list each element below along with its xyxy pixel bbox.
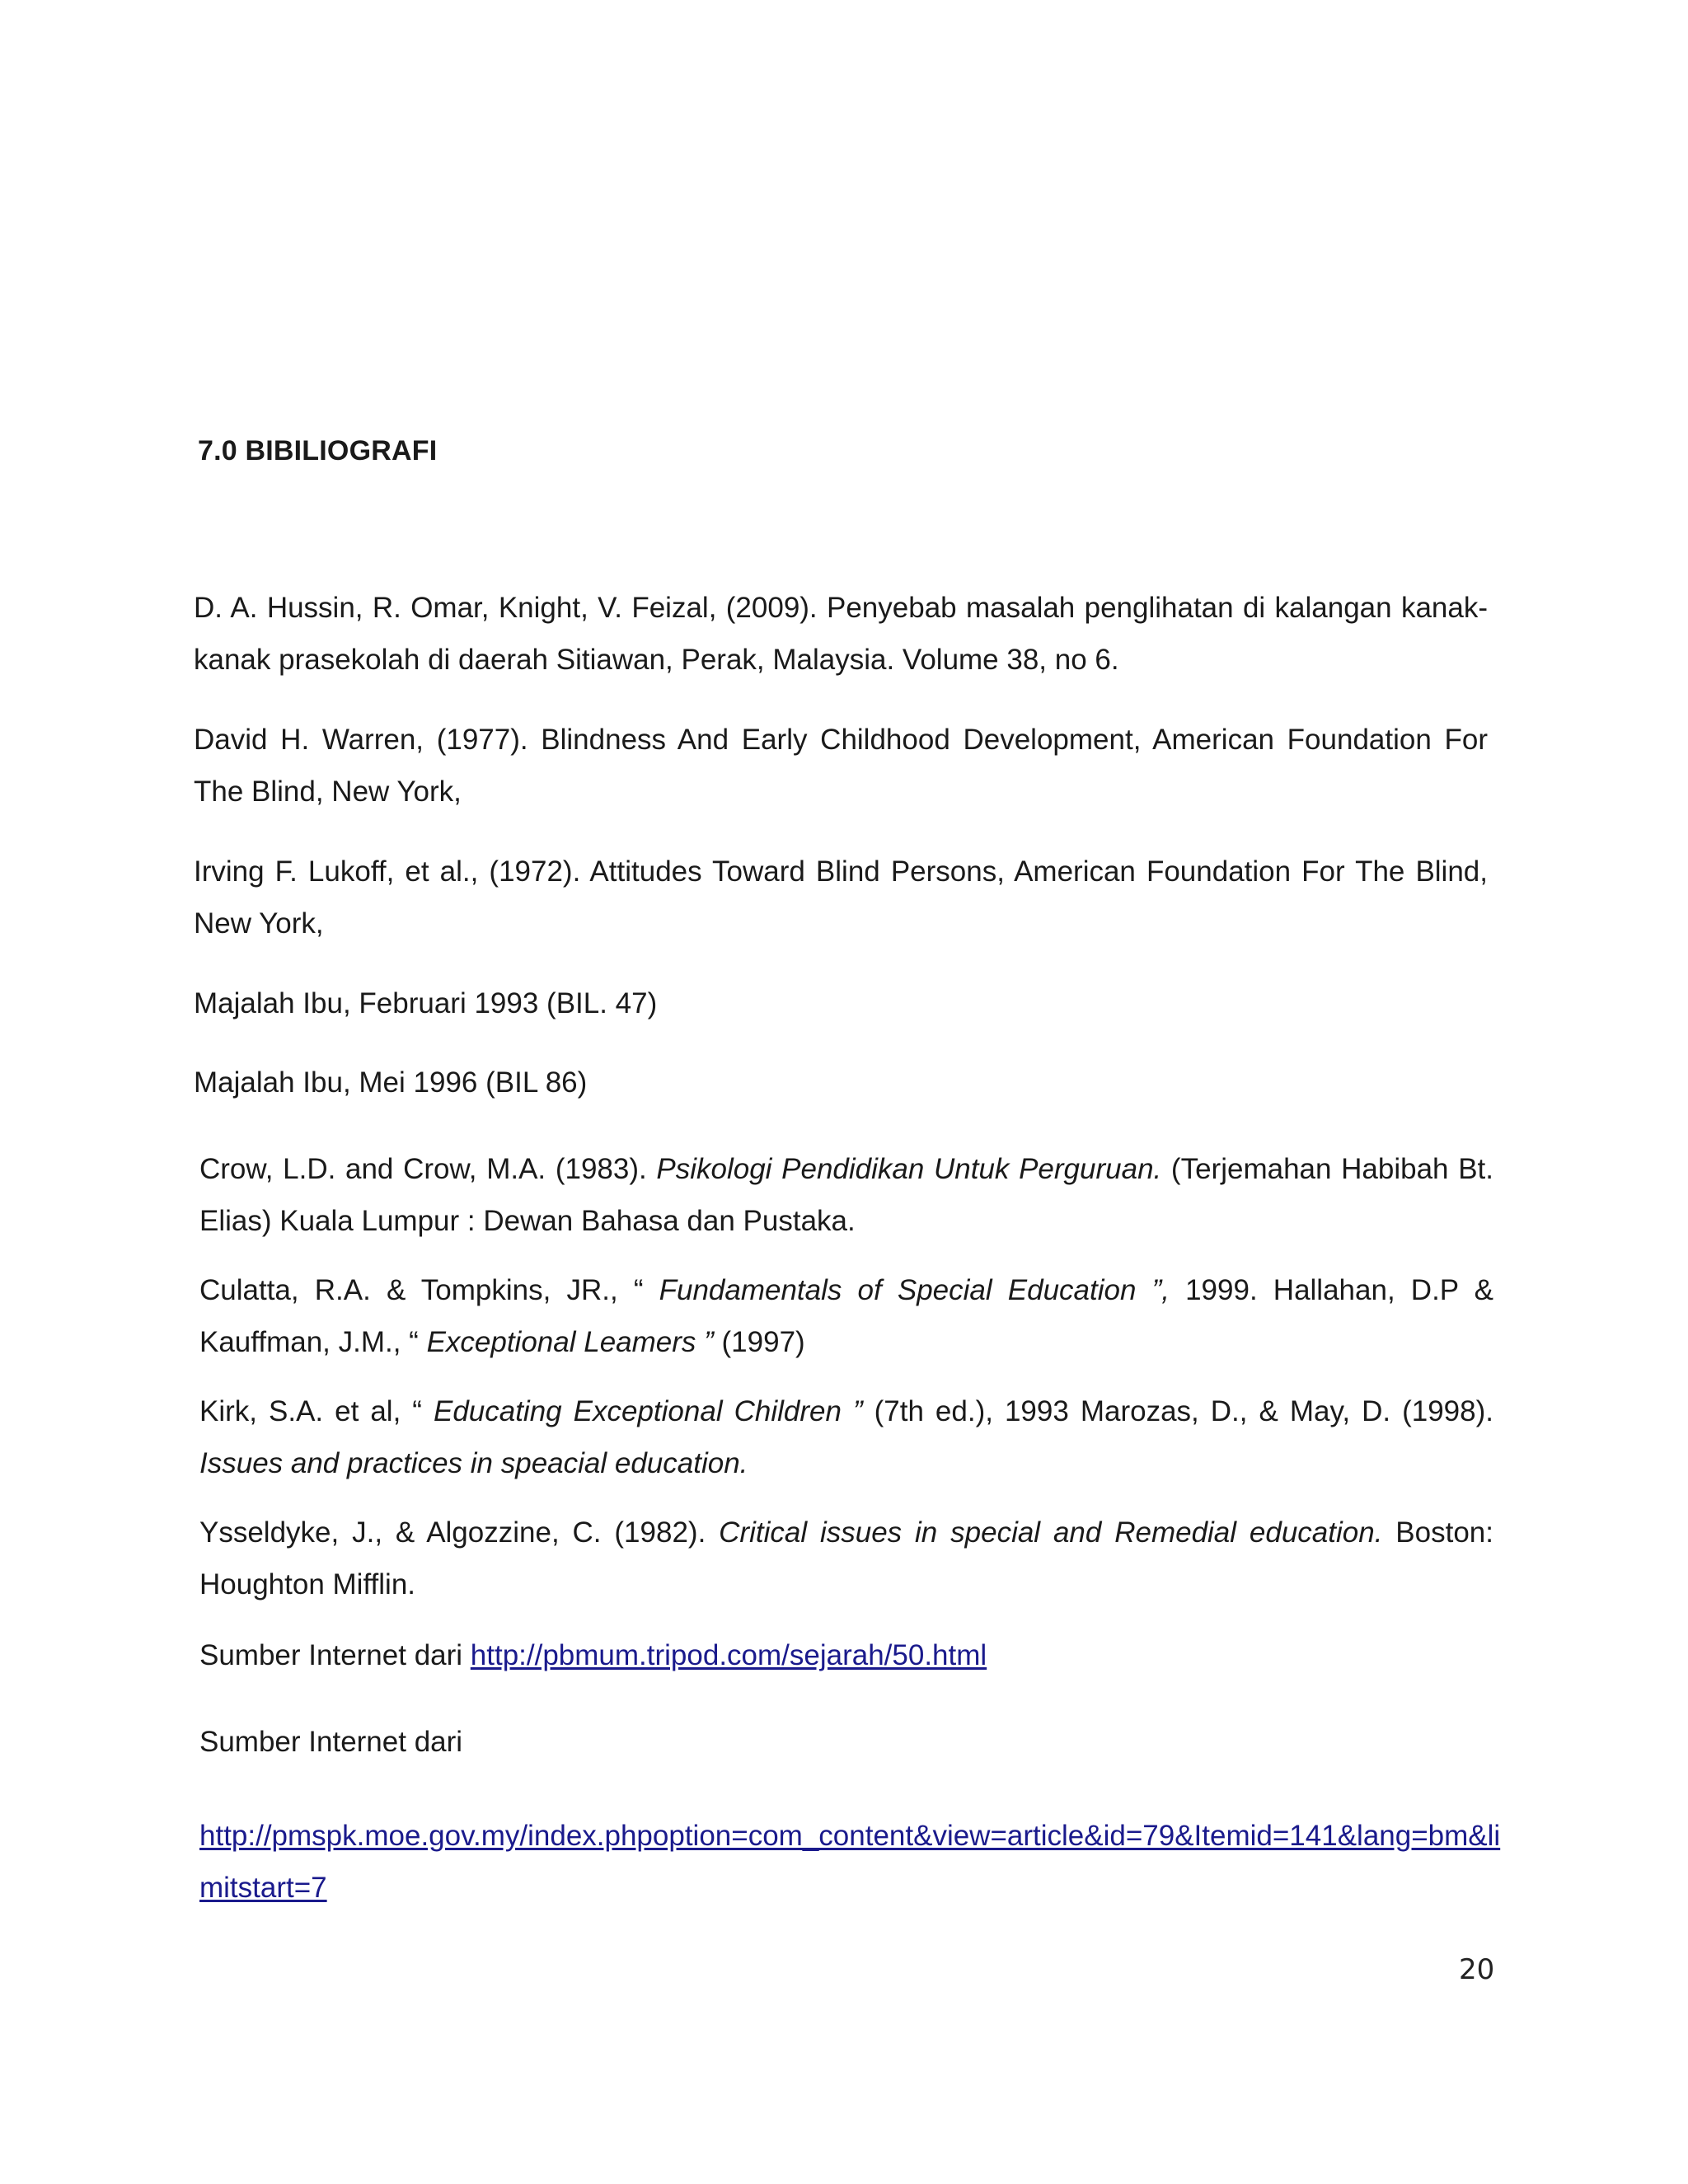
bibliography-entry-majalah-1993 bbox=[194, 977, 1488, 1029]
bibliography-entry-ysseldyke bbox=[199, 1507, 1493, 1610]
bibliography-link-block bbox=[199, 1810, 1502, 1914]
entry-text: Crow, L.D. and Crow, M.A. (1983). bbox=[199, 1153, 657, 1185]
entry-text: Sumber Internet dari bbox=[199, 1726, 463, 1758]
entry-text: Irving F. Lukoff, et al., (1972). Attitudes Toward Blind Persons, American Foundation For The Blind, New York, bbox=[194, 855, 1488, 940]
entry-text: (Terjemahan Habibah Bt. Elias) Kuala Lumpur : Dewan Bahasa dan Pustaka. bbox=[199, 1153, 1493, 1237]
bibliography-entry-kirk bbox=[199, 1385, 1493, 1489]
entry-title: Issues and practices in speacial education. bbox=[199, 1447, 748, 1479]
bibliography-entry-internet-1 bbox=[199, 1629, 1493, 1681]
bibliography-entry-crow bbox=[199, 1143, 1493, 1247]
entry-title: Exceptional Leamers ” bbox=[426, 1326, 714, 1358]
entry-text: (7th ed.), 1993 Marozas, D., & May, D. (1998). bbox=[862, 1395, 1493, 1427]
entry-title: Educating Exceptional Children ” bbox=[433, 1395, 863, 1427]
entry-text: 1999. Hallahan, D.P & Kauffman, J.M., “ bbox=[199, 1274, 1493, 1358]
entry-text: D. A. Hussin, R. Omar, Knight, V. Feizal, (2009). Penyebab masalah penglihatan di kalangan kanak-kanak prasekolah di daerah Sitiawan, Perak, Malaysia. Volume 38, no 6. bbox=[194, 592, 1488, 676]
bibliography-entry-culatta bbox=[199, 1264, 1493, 1368]
entry-text: Ysseldyke, J., & Algozzine, C. (1982). bbox=[199, 1516, 720, 1549]
entry-text: Culatta, R.A. & Tompkins, JR., “ bbox=[199, 1274, 659, 1306]
entry-title: Critical issues in special and Remedial education. bbox=[719, 1516, 1383, 1549]
entry-title: Psikologi Pendidikan Untuk Perguruan. bbox=[656, 1153, 1162, 1185]
entry-text: Majalah Ibu, Mei 1996 (BIL 86) bbox=[194, 1066, 588, 1099]
entry-text: Boston: Houghton Mifflin. bbox=[199, 1516, 1493, 1601]
entry-text: David H. Warren, (1977). Blindness And Early Childhood Development, American Foundation For The Blind, New York, bbox=[194, 724, 1488, 808]
source-link[interactable]: http://pmspk.moe.gov.my/index.phpoption=com_content&view=article&id=79&Itemid=141&lang=bm&limitstart=7 bbox=[199, 1820, 1501, 1904]
bibliography-entry-hussin bbox=[194, 582, 1488, 686]
entry-text: (1997) bbox=[713, 1326, 805, 1358]
source-link[interactable]: http://pbmum.tripod.com/sejarah/50.html bbox=[470, 1639, 987, 1671]
entry-title: Fundamentals of Special Education ”, bbox=[659, 1274, 1170, 1306]
bibliography-entry-internet-2 bbox=[199, 1716, 1493, 1768]
bibliography-entry-majalah-1996 bbox=[194, 1057, 1488, 1108]
page-number: 20 bbox=[1459, 1953, 1495, 1986]
section-heading: 7.0 BIBILIOGRAFI bbox=[198, 435, 438, 466]
entry-text: Sumber Internet dari bbox=[199, 1639, 471, 1671]
entry-text: Majalah Ibu, Februari 1993 (BIL. 47) bbox=[194, 987, 658, 1019]
bibliography-entry-warren bbox=[194, 714, 1488, 818]
entry-text: Kirk, S.A. et al, “ bbox=[199, 1395, 434, 1427]
bibliography-entry-lukoff bbox=[194, 846, 1488, 949]
